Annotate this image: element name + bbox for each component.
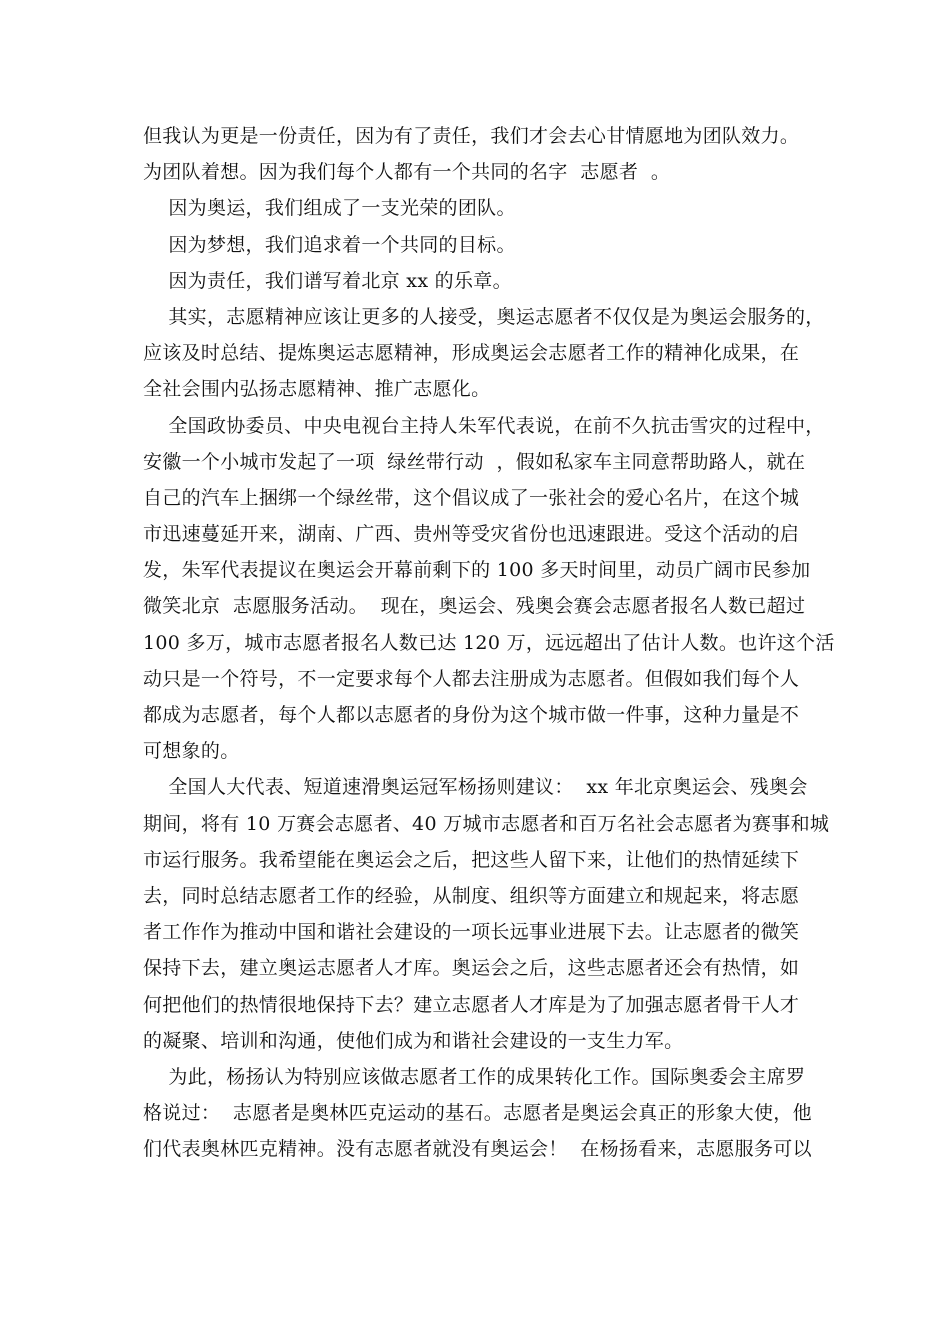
text-line: 100 多万，城市志愿者报名人数已达 120 万，远远超出了估计人数。也许这个活: [143, 631, 835, 654]
text-line: 动只是一个符号，不一定要求每个人都去注册成为志愿者。但假如我们每个人: [143, 667, 800, 690]
text-line: 全国人大代表、短道速滑奥运冠军杨扬则建议： xx 年北京奥运会、残奥会: [143, 776, 808, 799]
text-line: 的凝聚、培训和沟通，使他们成为和谐社会建设的一支生力军。: [143, 1029, 684, 1052]
text-line: 期间，将有 10 万赛会志愿者、40 万城市志愿者和百万名社会志愿者为赛事和城: [143, 812, 830, 835]
text-line: 全国政协委员、中央电视台主持人朱军代表说，在前不久抗击雪灾的过程中，: [143, 414, 825, 437]
text-line: 者工作作为推动中国和谐社会建设的一项长远事业进展下去。让志愿者的微笑: [143, 921, 800, 944]
text-line: 安徽一个小城市发起了一项 绿丝带行动 ，假如私家车主同意帮助路人，就在: [143, 450, 806, 473]
text-line: 因为梦想，我们追求着一个共同的目标。: [143, 233, 516, 256]
text-line: 们代表奥林匹克精神。没有志愿者就没有奥运会！ 在杨扬看来，志愿服务可以: [143, 1138, 812, 1161]
text-line: 发，朱军代表提议在奥运会开幕前剩下的 100 多天时间里，动员广阔市民参加: [143, 559, 811, 582]
text-line: 其实，志愿精神应该让更多的人接受，奥运志愿者不仅仅是为奥运会服务的，: [143, 305, 825, 328]
text-line: 全社会围内弘扬志愿精神、推广志愿化。: [143, 378, 491, 401]
text-line: 自己的汽车上捆绑一个绿丝带，这个倡议成了一张社会的爱心名片，在这个城: [143, 486, 800, 509]
text-line: 为团队着想。因为我们每个人都有一个共同的名字 志愿者 。: [143, 161, 671, 184]
text-line: 微笑北京 志愿服务活动。 现在，奥运会、残奥会赛会志愿者报名人数已超过: [143, 595, 806, 618]
text-line: 应该及时总结、提炼奥运志愿精神，形成奥运会志愿者工作的精神化成果，在: [143, 342, 800, 365]
text-line: 都成为志愿者，每个人都以志愿者的身份为这个城市做一件事，这种力量是不: [143, 704, 800, 726]
text-line: 市迅速蔓延开来，湖南、广西、贵州等受灾省份也迅速跟进。受这个活动的启: [143, 523, 800, 546]
text-line: 保持下去，建立奥运志愿者人才库。奥运会之后，这些志愿者还会有热情，如: [143, 957, 800, 980]
text-line: 但我认为更是一份责任，因为有了责任，我们才会去心甘情愿地为团队效力。: [143, 125, 800, 147]
text-line: 可想象的。: [143, 740, 240, 763]
text-line: 格说过： 志愿者是奥林匹克运动的基石。志愿者是奥运会真正的形象大使，他: [143, 1102, 812, 1125]
document-body: [143, 118, 835, 1167]
text-line: 为此，杨扬认为特别应该做志愿者工作的成果转化工作。国际奥委会主席罗: [143, 1065, 806, 1088]
text-line: 市运行服务。我希望能在奥运会之后，把这些人留下来，让他们的热情延续下: [143, 848, 800, 871]
text-line: 因为奥运，我们组成了一支光荣的团队。: [143, 197, 516, 220]
text-line: 何把他们的热情很地保持下去？建立志愿者人才库是为了加强志愿者骨干人才: [143, 993, 800, 1016]
text-line: 因为责任，我们谱写着北京 xx 的乐章。: [143, 269, 512, 292]
text-line: 去，同时总结志愿者工作的经验，从制度、组织等方面建立和规起来，将志愿: [143, 884, 800, 907]
